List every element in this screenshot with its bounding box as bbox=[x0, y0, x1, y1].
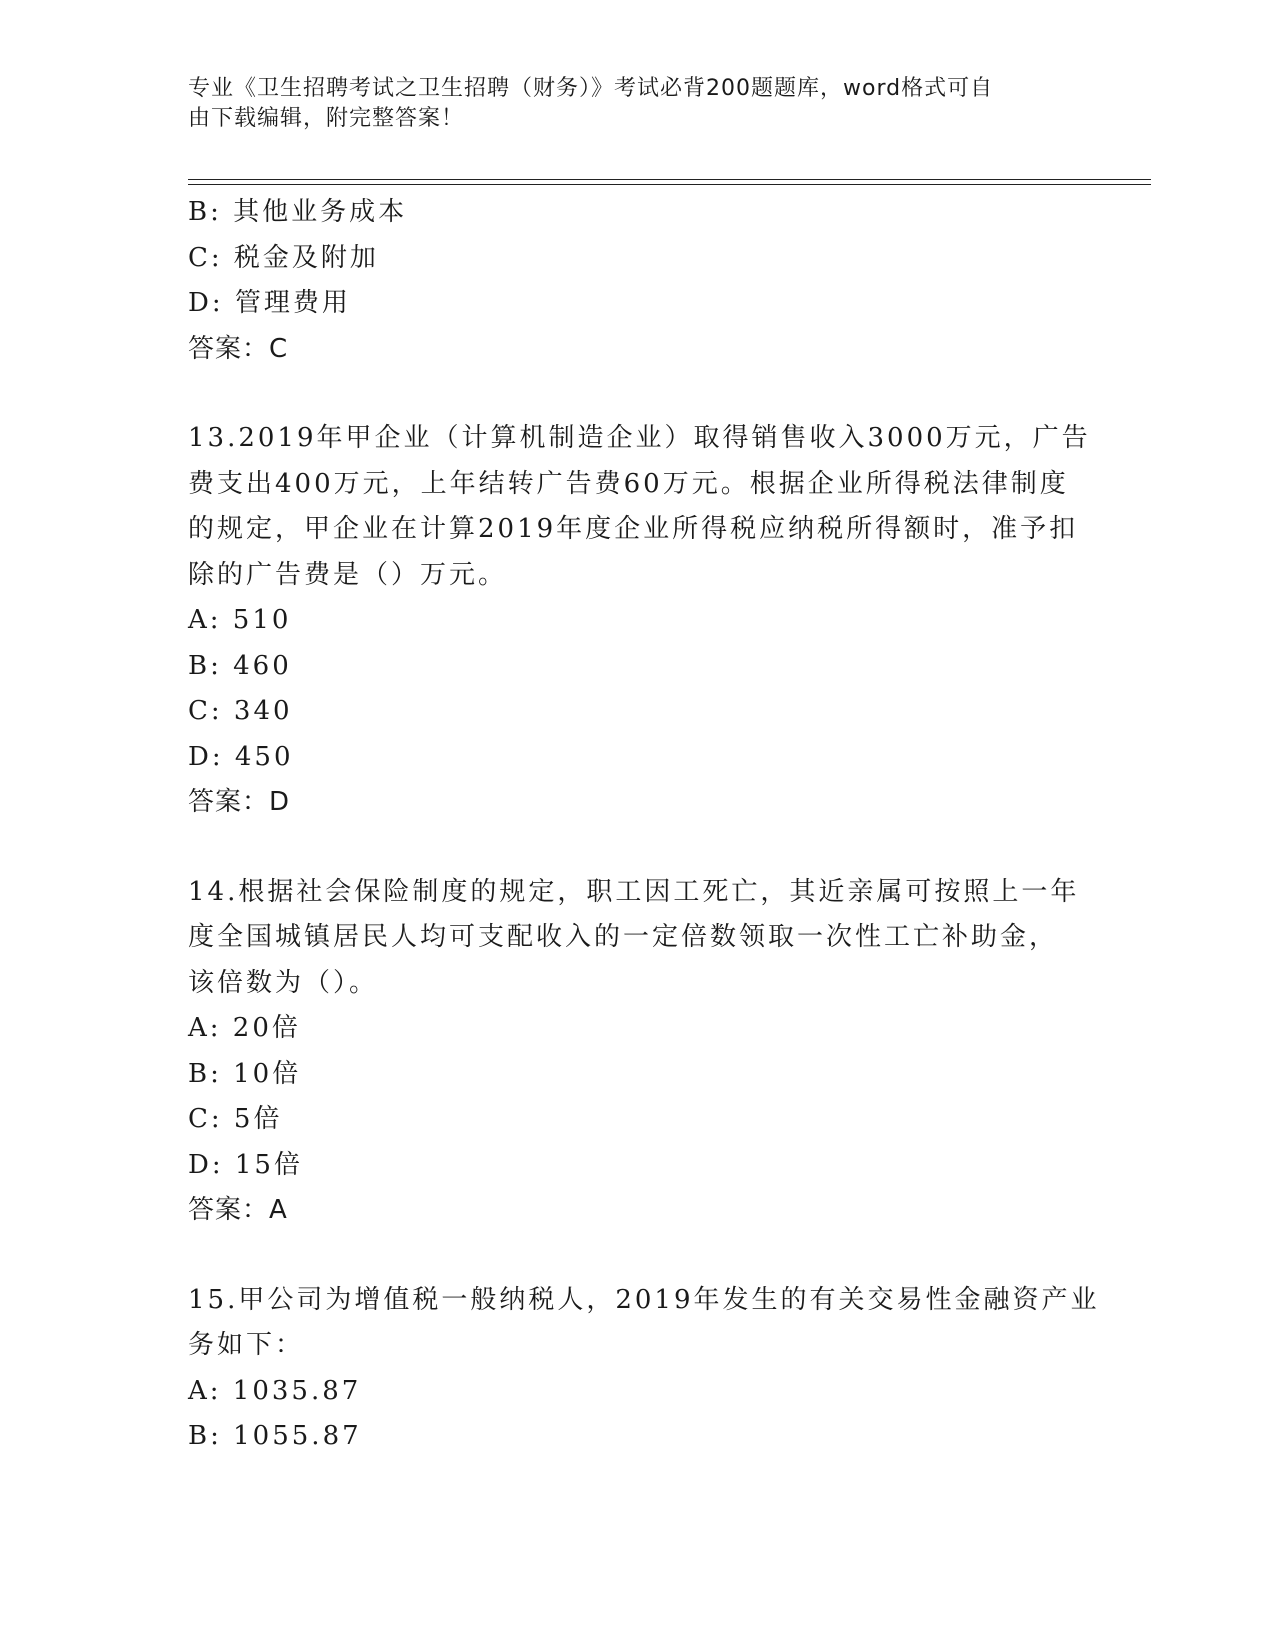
answer: 答案：C bbox=[188, 333, 289, 364]
header-line-1: 专业《卫生招聘考试之卫生招聘（财务）》考试必背200题题库，word格式可自 bbox=[188, 76, 994, 101]
answer: 答案：D bbox=[188, 787, 291, 817]
option-a: A: 1035.87 bbox=[188, 1375, 362, 1406]
answer: 答案：A bbox=[188, 1195, 288, 1225]
question-text-line: 的规定，甲企业在计算2019年度企业所得税应纳税所得额时，准予扣 bbox=[188, 514, 1079, 544]
question-text-line: 15.甲公司为增值税一般纳税人，2019年发生的有关交易性金融资产业 bbox=[188, 1284, 1100, 1315]
option-d: D: 450 bbox=[188, 741, 294, 772]
question-text-line: 13.2019年甲企业（计算机制造企业）取得销售收入3000万元，广告 bbox=[188, 423, 1091, 453]
spacer bbox=[188, 1234, 1088, 1278]
question-text-line: 14.根据社会保险制度的规定，职工因工死亡，其近亲属可按照上一年 bbox=[188, 876, 1080, 907]
option-c: C: 340 bbox=[188, 696, 293, 726]
question-text-line: 该倍数为（）。 bbox=[188, 967, 379, 998]
option-a: A: 510 bbox=[188, 605, 292, 635]
header-line-2: 由下载编辑，附完整答案！ bbox=[188, 106, 465, 131]
option-b: B: 其他业务成本 bbox=[188, 197, 408, 227]
option-d: D: 管理费用 bbox=[188, 288, 351, 318]
option-b: B: 1055.87 bbox=[188, 1421, 362, 1451]
option-d: D: 15倍 bbox=[188, 1149, 303, 1180]
question-list bbox=[188, 190, 1100, 1460]
document-header bbox=[188, 74, 1088, 134]
option-c: C: 税金及附加 bbox=[188, 242, 379, 273]
header-divider-bottom bbox=[188, 184, 1151, 185]
question-14 bbox=[188, 870, 1088, 1234]
question-text-line: 费支出400万元，上年结转广告费60万元。根据企业所得税法律制度 bbox=[188, 468, 1069, 499]
question-13 bbox=[188, 416, 1091, 826]
option-b: B: 10倍 bbox=[188, 1058, 302, 1089]
question-15 bbox=[188, 1278, 1100, 1460]
header-divider-top bbox=[188, 179, 1151, 180]
spacer bbox=[188, 826, 1088, 870]
option-b: B: 460 bbox=[188, 650, 292, 681]
option-c: C: 5倍 bbox=[188, 1104, 283, 1134]
question-text-line: 度全国城镇居民人均可支配收入的一定倍数领取一次性工亡补助金， bbox=[188, 922, 1059, 952]
question-12 bbox=[188, 190, 1088, 372]
question-text-line: 务如下： bbox=[188, 1330, 305, 1360]
spacer bbox=[188, 372, 1088, 416]
question-text-line: 除的广告费是（）万元。 bbox=[188, 559, 508, 590]
option-a: A: 20倍 bbox=[188, 1013, 301, 1043]
